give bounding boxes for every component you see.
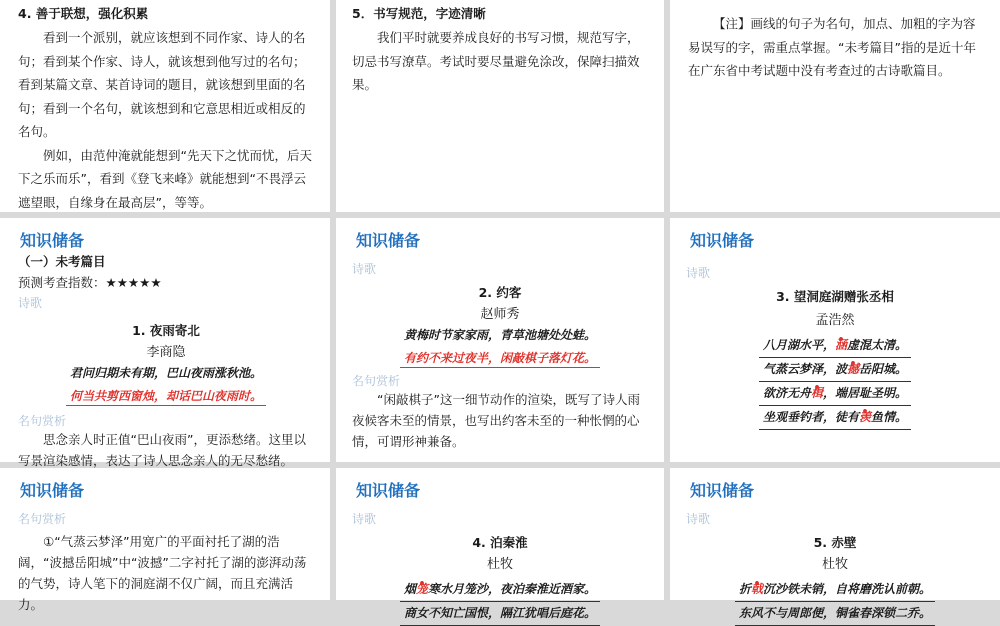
appreciation-label: 名句赏析	[352, 374, 401, 388]
poem-text: 沉沙铁未销，自将磨洗认前朝。	[763, 582, 932, 596]
panel-note	[670, 0, 1000, 212]
section-title: 知识储备	[356, 231, 421, 250]
poem-line	[18, 364, 314, 381]
poem-text: 坐观垂钓者，徒有	[762, 410, 859, 424]
appreciation-label: 名句赏析	[18, 512, 67, 526]
tip-paragraph: 看到一个派别，就应该想到不同作家、诗人的名句；看到某个作家、诗人，就该想到他写过的名句；看到某篇文章、某首诗词的题目，就该想到里面的名句；看到一个名句，就该想到和它意思相近或相反的名句。	[18, 30, 306, 139]
poem-line-underlined: 商女不知亡国恨，隔江犹唱后庭花。	[400, 602, 600, 626]
subsection-title: （一）未考篇目	[18, 254, 106, 269]
poem-line	[352, 578, 648, 602]
poem-line	[686, 334, 984, 358]
poem-line-text: 有约不来过夜半，闲敲棋子落灯花。	[400, 349, 600, 368]
tip-paragraph: 我们平时就要养成良好的书写习惯，规范写字，切忌书写潦草。考试时要尽量避免涂改，保障扫描效果。	[352, 30, 640, 92]
prediction-index: 预测考查指数：★★★★★	[18, 275, 162, 290]
category-label: 诗歌	[352, 512, 377, 526]
poem-line-text: 黄梅时节家家雨，青草池塘处处蛙。	[403, 328, 596, 342]
appreciation-text: ①“气蒸云梦泽”用宽广的平面衬托了湖的浩阔，“波撼岳阳城”中“波撼”二字衬托了湖的澎湃动荡的气势，诗人笔下的洞庭湖不仅广阔，而且充满活力。	[18, 534, 307, 612]
emphasized-char: 撼	[846, 362, 859, 376]
poem-author: 赵师秀	[480, 307, 520, 322]
category-label: 诗歌	[352, 262, 377, 276]
appreciation-label: 名句赏析	[18, 414, 67, 428]
poem-author: 李商隐	[146, 345, 186, 360]
poem-text: ，端居耻圣明。	[823, 386, 908, 400]
poem-line	[352, 326, 648, 343]
poem-title: 4. 泊秦淮	[472, 535, 528, 550]
panel-poem-3	[670, 218, 1000, 462]
poem-text: 烟	[403, 582, 416, 596]
poem-line	[352, 602, 648, 626]
poem-author: 杜牧	[821, 557, 848, 572]
poem-line-underlined	[759, 358, 911, 382]
poem-text: 寒水月笼沙，夜泊秦淮近酒家。	[428, 582, 597, 596]
category-label: 诗歌	[18, 296, 43, 310]
poem-title: 2. 约客	[478, 285, 522, 300]
poem-line-text: 何当共剪西窗烛，却话巴山夜雨时。	[66, 387, 266, 406]
emphasized-char: 羡	[858, 410, 871, 424]
emphasized-char: 戟	[750, 582, 763, 596]
poem-title: 1. 夜雨寄北	[132, 323, 200, 338]
section-title: 知识储备	[690, 231, 755, 250]
poem-text: 岳阳城。	[859, 362, 908, 376]
panel-poem-5	[670, 468, 1000, 620]
poem-line-underlined	[759, 382, 911, 406]
poem-line	[686, 358, 984, 382]
poem-line-famous	[18, 387, 314, 406]
poem-line-underlined: 东风不与周郎便，铜雀春深锁二乔。	[735, 602, 935, 626]
poem-line-text: 君问归期未有期，巴山夜雨涨秋池。	[69, 366, 262, 380]
poem-line	[686, 578, 984, 602]
poem-line-underlined	[759, 406, 911, 430]
section-title: 知识储备	[690, 481, 755, 500]
panel-study-tip-5	[336, 0, 664, 212]
poem-author: 杜牧	[486, 557, 513, 572]
poem-text: 八月湖水平，	[762, 338, 835, 352]
poem-author: 孟浩然	[815, 313, 855, 328]
poem-line	[686, 406, 984, 430]
panel-poem-4	[336, 468, 664, 620]
appreciation-text: 思念亲人时正值“巴山夜雨”，更添愁绪。这里以写景渲染感情，表达了诗人思念亲人的无尽愁绪。	[18, 432, 306, 468]
section-title: 知识储备	[356, 481, 421, 500]
category-label: 诗歌	[686, 512, 711, 526]
poem-text: 虚混太清。	[847, 338, 908, 352]
panel-study-tip-4	[0, 0, 330, 212]
poem-title: 5. 赤壁	[813, 535, 857, 550]
panel-appreciation-3	[0, 468, 330, 612]
category-label: 诗歌	[686, 266, 711, 280]
poem-text: 气蒸云梦泽，波	[762, 362, 847, 376]
note-paragraph: 【注】画线的句子为名句，加点、加粗的字为容易误写的字，需重点掌握。“未考篇目”指的是近十年在广东省中考试题中没有考查过的古诗歌篇目。	[688, 16, 976, 78]
emphasized-char: 涵	[834, 338, 847, 352]
tip-paragraph: 例如，由范仲淹就能想到“先天下之忧而忧，后天下之乐而乐”，看到《登飞来峰》就能想到“不畏浮云遮望眼，自缘身在最高层”，等等。	[18, 147, 312, 210]
panel-poem-1	[0, 218, 330, 468]
tip-heading: 4. 善于联想，强化积累	[18, 6, 149, 21]
panel-poem-2	[336, 218, 664, 462]
poem-title: 3. 望洞庭湖赠张丞相	[776, 289, 894, 304]
poem-line-underlined	[735, 578, 935, 602]
appreciation-text: “闲敲棋子”这一细节动作的渲染，既写了诗人雨夜候客未至的情景，也写出约客未至的一种怅惘的心情，可谓形神兼备。	[352, 392, 640, 449]
poem-text: 鱼情。	[871, 410, 908, 424]
poem-line	[686, 382, 984, 406]
emphasized-char: 笼	[415, 582, 428, 596]
poem-line-underlined	[400, 578, 600, 602]
tip-heading: 5．书写规范，字迹清晰	[352, 6, 486, 21]
section-title: 知识储备	[20, 231, 85, 250]
poem-line-famous	[352, 349, 648, 368]
poem-line-underlined	[759, 334, 911, 358]
emphasized-char: 楫	[810, 386, 823, 400]
poem-text: 折	[738, 582, 751, 596]
section-title: 知识储备	[20, 481, 85, 500]
poem-text: 欲济无舟	[762, 386, 811, 400]
poem-line	[686, 602, 984, 626]
